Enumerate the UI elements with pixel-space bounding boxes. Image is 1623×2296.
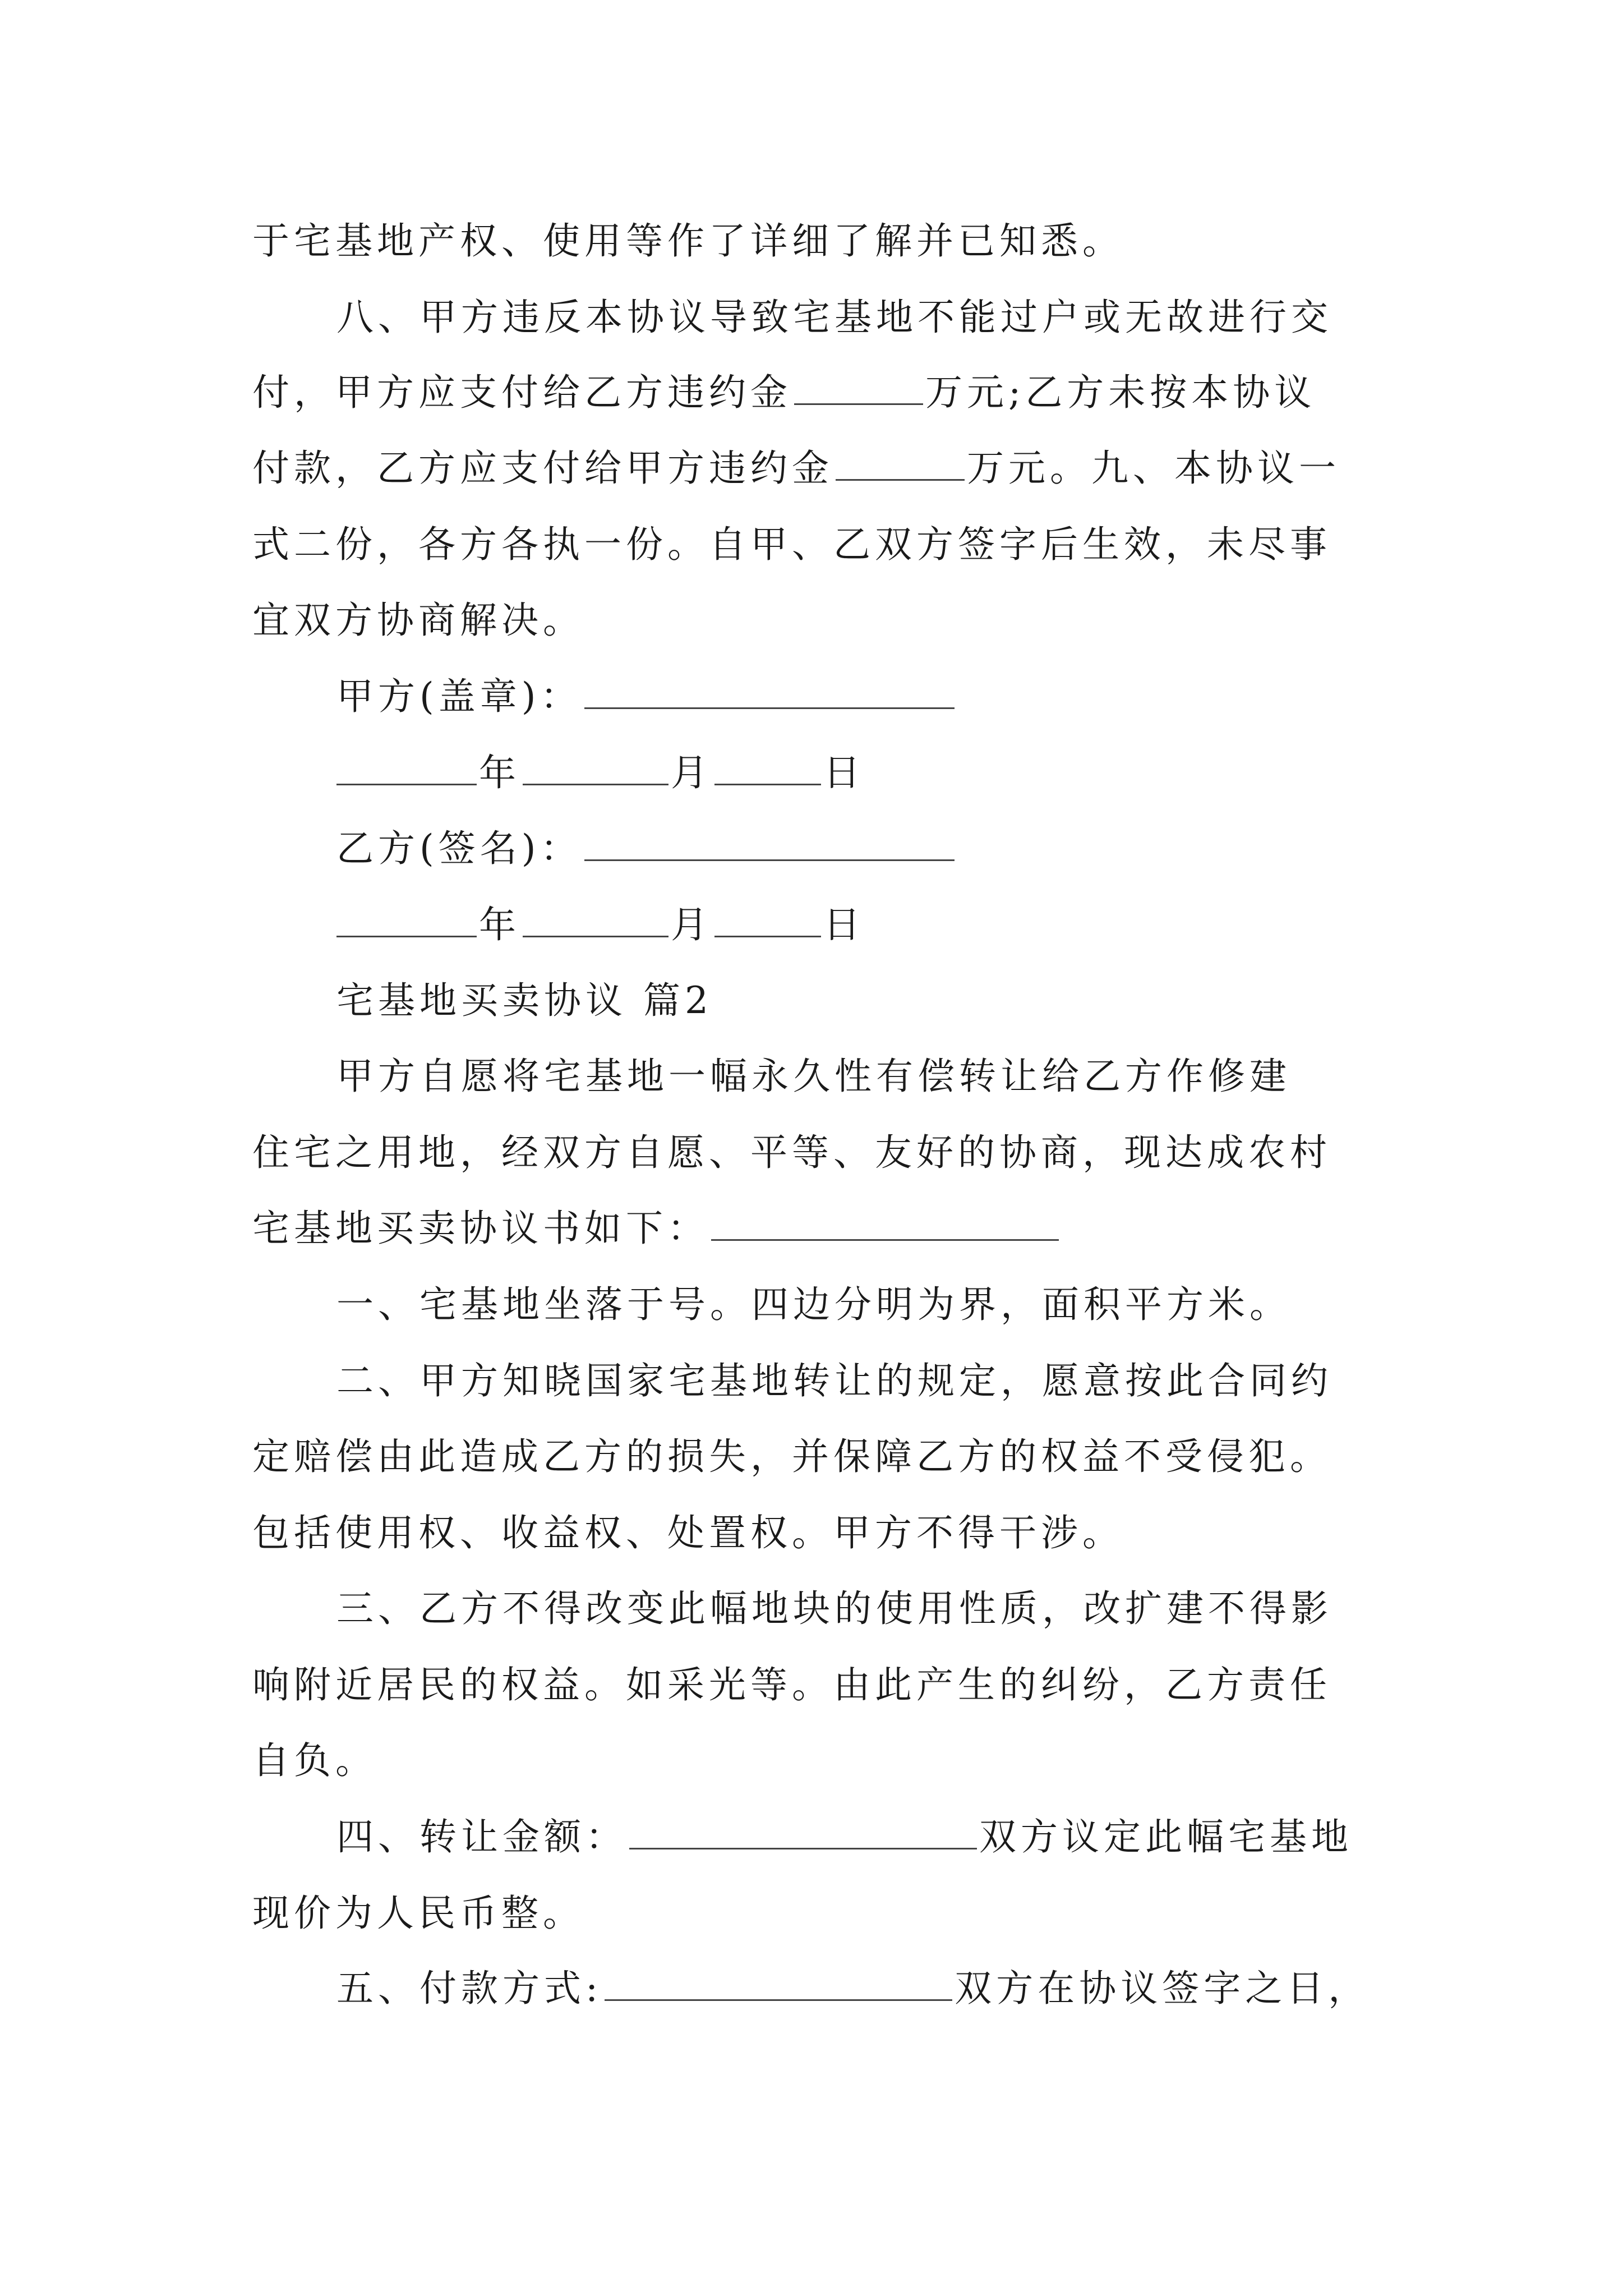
text-segment: 三、乙方不得改变此幅地块的使用性质，改扩建不得影 — [336, 1587, 1332, 1630]
text-segment: 于宅基地产权、使用等作了详细了解并已知悉。 — [252, 219, 1124, 263]
text-segment: 住宅之用地，经双方自愿、平等、友好的协商，现达成农村 — [252, 1131, 1331, 1174]
year-blank — [336, 903, 477, 937]
text-line — [252, 1888, 1430, 1939]
text-line — [252, 1736, 1430, 1786]
month-blank — [523, 751, 668, 785]
text-line — [252, 519, 1430, 570]
month-label: 月 — [671, 751, 712, 794]
section-title: 宅基地买卖协议 篇2 — [336, 979, 713, 1022]
text-segment: 二、甲方知晓国家宅基地转让的规定，愿意按此合同约 — [336, 1359, 1332, 1402]
day-blank — [714, 903, 821, 937]
day-blank — [714, 751, 821, 785]
clause-3-line — [336, 1584, 1514, 1634]
text-segment: 宜双方协商解决。 — [252, 599, 584, 642]
text-segment: 宅基地买卖协议书如下： — [252, 1207, 709, 1250]
day-label: 日 — [823, 903, 865, 946]
payment-method-blank — [605, 1967, 952, 2001]
day-label: 日 — [823, 751, 865, 794]
party-a-date-line — [336, 748, 1514, 798]
text-line — [252, 1432, 1430, 1482]
text-line — [252, 1508, 1430, 1558]
text-line — [252, 595, 1430, 646]
text-line — [252, 1128, 1430, 1178]
text-segment: 自负。 — [252, 1739, 377, 1782]
fill-in-blank — [711, 1207, 1059, 1241]
text-line — [252, 443, 1430, 494]
text-segment: 八、甲方违反本协议导致宅基地不能过户或无故进行交 — [336, 296, 1332, 339]
party-a-seal-line — [336, 671, 1514, 722]
text-line — [252, 367, 1430, 418]
text-segment: 双方在协议签字之日， — [955, 1967, 1370, 2010]
text-segment: 付款，乙方应支付给甲方违约金 — [252, 447, 833, 490]
text-segment: 四、转让金额： — [336, 1815, 627, 1858]
text-line — [252, 1660, 1430, 1710]
text-segment: 响附近居民的权益。如采光等。由此产生的纠纷，乙方责任 — [252, 1663, 1331, 1706]
clause-1-line — [336, 1280, 1514, 1330]
paragraph-line — [336, 1051, 1514, 1102]
text-segment: 万元;乙方未按本协议 — [925, 371, 1316, 414]
party-b-signature-blank — [584, 827, 955, 861]
text-segment: 甲方自愿将宅基地一幅永久性有偿转让给乙方作修建 — [336, 1055, 1291, 1098]
party-b-date-line — [336, 900, 1514, 950]
month-label: 月 — [671, 903, 712, 946]
party-a-signature-blank — [584, 675, 955, 709]
text-segment: 万元。九、本协议一 — [967, 447, 1340, 490]
text-line — [252, 1203, 1430, 1254]
text-segment: 现价为人民币整。 — [252, 1892, 584, 1935]
year-blank — [336, 751, 477, 785]
text-segment: 五、付款方式: — [336, 1967, 603, 2010]
text-segment: 双方议定此幅宅基地 — [979, 1815, 1353, 1858]
fill-in-blank — [836, 447, 965, 481]
text-segment: 付，甲方应支付给乙方违约金 — [252, 371, 792, 414]
party-b-label: 乙方(签名)： — [336, 827, 582, 870]
party-b-signature-line — [336, 823, 1514, 874]
year-label: 年 — [479, 751, 520, 794]
section-heading — [336, 976, 1514, 1026]
clause-4-line — [336, 1812, 1514, 1862]
text-segment: 一、宅基地坐落于号。四边分明为界，面积平方米。 — [336, 1283, 1291, 1326]
text-segment: 定赔偿由此造成乙方的损失，并保障乙方的权益不受侵犯。 — [252, 1435, 1331, 1478]
transfer-amount-blank — [629, 1815, 977, 1849]
fill-in-blank — [794, 371, 923, 405]
month-blank — [523, 903, 668, 937]
paragraph-8-line — [336, 292, 1514, 343]
text-segment: 式二份，各方各执一份。自甲、乙双方签字后生效，未尽事 — [252, 523, 1331, 566]
party-a-label: 甲方(盖章)： — [336, 675, 582, 718]
year-label: 年 — [479, 903, 520, 946]
text-segment: 包括使用权、收益权、处置权。甲方不得干涉。 — [252, 1511, 1124, 1554]
clause-5-line — [336, 1963, 1514, 2014]
text-line — [252, 216, 1430, 266]
clause-2-line — [336, 1356, 1514, 1406]
